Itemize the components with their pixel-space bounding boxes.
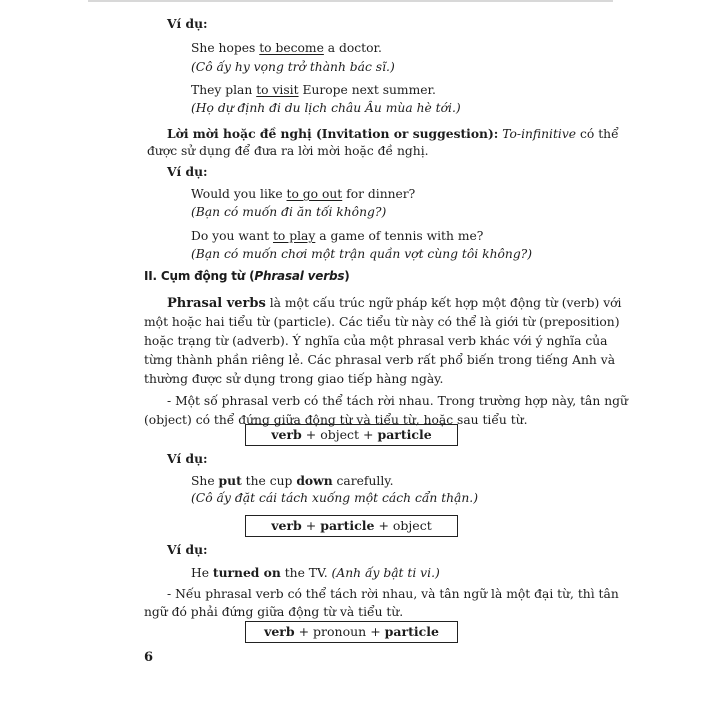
example-translation: (Bạn có muốn đi ăn tối không?) bbox=[191, 205, 387, 219]
intro-line: một hoặc hai tiểu từ (particle). Các tiểu từ này có thể là giới từ (preposition) bbox=[144, 315, 620, 329]
example-sentence: She hopes to become a doctor. bbox=[191, 41, 382, 55]
intro-line: từng thành phần riêng lẻ. Các phrasal verb rất phổ biến trong tiếng Anh và bbox=[144, 353, 616, 367]
example-sentence: Would you like to go out for dinner? bbox=[191, 187, 416, 201]
page-top-edge bbox=[88, 0, 613, 2]
example-label: Ví dụ: bbox=[167, 16, 208, 31]
example-sentence: She put the cup down carefully. bbox=[191, 473, 394, 488]
example-translation: (Cô ấy hy vọng trở thành bác sĩ.) bbox=[191, 60, 395, 74]
example-label: Ví dụ: bbox=[167, 451, 208, 466]
formula-box: verb + pronoun + particle bbox=[245, 621, 458, 643]
intro-line: thường được sử dụng trong giao tiếp hàng ngày. bbox=[144, 372, 444, 386]
pronoun-rule-line2: ngữ đó phải đứng giữa động từ và tiểu từ. bbox=[144, 605, 404, 619]
formula-box: verb + object + particle bbox=[245, 424, 458, 446]
formula-box: verb + particle + object bbox=[245, 515, 458, 537]
pronoun-rule-line1: - Nếu phrasal verb có thể tách rời nhau, và tân ngữ là một đại từ, thì tân bbox=[167, 587, 619, 601]
example-translation: (Cô ấy đặt cái tách xuống một cách cẩn thận.) bbox=[191, 491, 479, 505]
example-sentence: They plan to visit Europe next summer. bbox=[191, 83, 436, 97]
example-sentence: Do you want to play a game of tennis with me? bbox=[191, 229, 484, 243]
example-translation: (Họ dự định đi du lịch châu Âu mùa hè tới.) bbox=[191, 101, 461, 115]
page-number: 6 bbox=[144, 650, 154, 665]
intro-line: hoặc trạng từ (adverb). Ý nghĩa của một phrasal verb khác với ý nghĩa của bbox=[144, 334, 608, 348]
separable-rule-line1: - Một số phrasal verb có thể tách rời nhau. Trong trường hợp này, tân ngữ bbox=[167, 394, 628, 408]
section-heading: II. Cụm động từ (Phrasal verbs) bbox=[144, 269, 350, 283]
example-label: Ví dụ: bbox=[167, 164, 208, 179]
example-sentence: He turned on the TV. (Anh ấy bật ti vi.) bbox=[191, 565, 440, 580]
separable-rule-line2: (object) có thể đứng giữa động từ và tiểu từ, hoặc sau tiểu từ. bbox=[144, 413, 528, 427]
example-label: Ví dụ: bbox=[167, 542, 208, 557]
invitation-paragraph-line2: được sử dụng để đưa ra lời mời hoặc đề nghị. bbox=[147, 144, 429, 158]
example-translation: (Bạn có muốn chơi một trận quần vợt cùng tôi không?) bbox=[191, 247, 533, 261]
invitation-paragraph-line1: Lời mời hoặc đề nghị (Invitation or suggestion): To-infinitive có thể bbox=[167, 126, 619, 141]
intro-line: Phrasal verbs là một cấu trúc ngữ pháp kết hợp một động từ (verb) với bbox=[167, 296, 622, 311]
